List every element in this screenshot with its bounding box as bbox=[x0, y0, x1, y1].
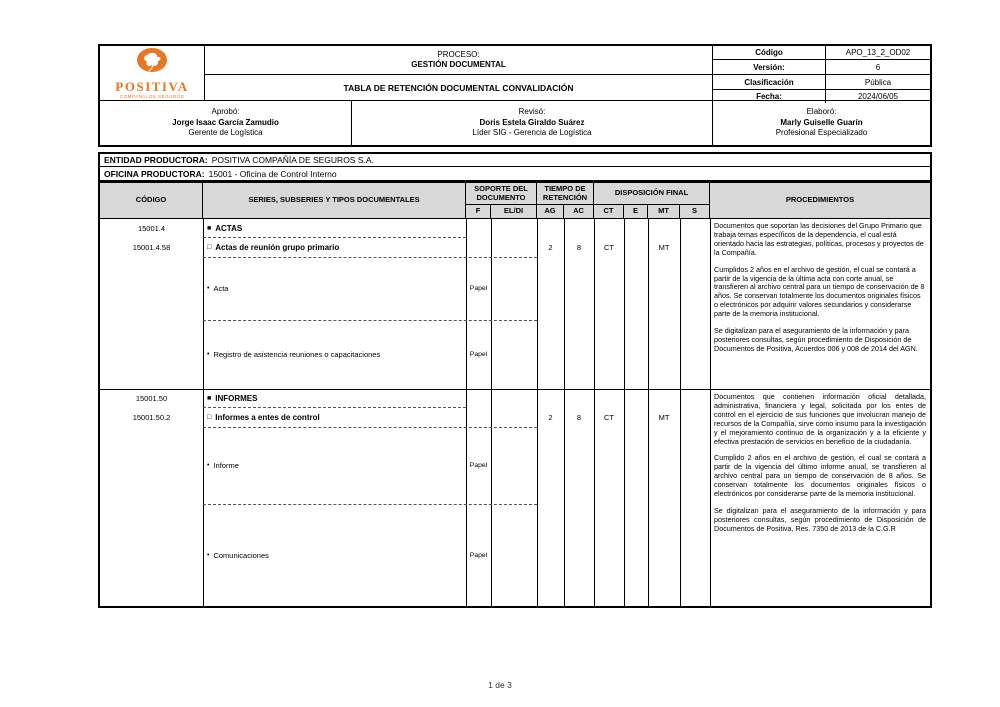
meta-label: Versión: bbox=[713, 60, 826, 74]
entidad-value: POSITIVA COMPAÑÍA DE SEGUROS S.A. bbox=[211, 155, 374, 165]
disposicion-e-value bbox=[624, 407, 648, 427]
proceso-value: GESTIÓN DOCUMENTAL bbox=[411, 60, 506, 69]
procedure-paragraph: Documentos que contienen información oficial detallada, administrativa, financiera y legal, solicitada por los entes de control en el ejercicio de sus funciones que involucran manejo de recursos de la Compañía, sirve como insumo para la investigación y el mejoramiento continuo de la organización y a la eficiente y efectiva prestación de servicios en beneficio de la ciudadanía. bbox=[714, 392, 926, 446]
signature-name: Doris Estela Giraldo Suárez bbox=[479, 117, 585, 127]
retencion-ag-value: 2 bbox=[548, 242, 553, 252]
series-code: 15001.4 bbox=[137, 223, 166, 233]
subseries-name-row bbox=[207, 407, 462, 427]
header-table bbox=[98, 44, 932, 147]
col-header-ag: AG bbox=[537, 205, 564, 218]
proceso-label: PROCESO: bbox=[437, 50, 480, 60]
meta-label: Fecha: bbox=[713, 90, 826, 103]
type-row bbox=[207, 427, 462, 504]
page-number: 1 de 3 bbox=[488, 680, 512, 690]
signature-role: Revisó: bbox=[518, 106, 546, 116]
type-bullet-icon: • bbox=[207, 285, 210, 292]
signature-title: Gerente de Logística bbox=[188, 128, 263, 138]
type-row bbox=[207, 504, 462, 606]
brand-tagline: COMPAÑÍA DE SEGUROS bbox=[119, 94, 185, 99]
procedure-paragraph: Cumplidos 2 años en el archivo de gestión, el cual se contará a partir de la vigencia de la última acta con corte anual, se transfieren al archivo central para un tiempo de conservación de 8 años. Se conservan totalmente los documentos originales físicos o electrónicos por adquirir valores secundarios y considerarse parte de la memoria institucional. bbox=[714, 264, 925, 319]
logo-cell bbox=[100, 46, 205, 101]
disposicion-ct-value: CT bbox=[604, 242, 614, 252]
type-name: Acta bbox=[213, 284, 229, 293]
retention-table bbox=[98, 181, 932, 608]
subseries-name: Actas de reunión grupo primario bbox=[215, 242, 340, 252]
soporte-value: Papel bbox=[469, 551, 488, 559]
type-bullet-icon: • bbox=[207, 462, 210, 469]
disposicion-ct-value: CT bbox=[604, 412, 614, 422]
row-divider-dashed bbox=[203, 407, 466, 408]
meta-value: 6 bbox=[875, 62, 881, 72]
subseries-bullet-icon: □ bbox=[207, 243, 212, 251]
procedure-paragraph: Se digitalizan para el aseguramiento de la información y para posteriores consultas, según procedimiento de Disposición de Documentos de Positiva, Acuerdos 006 y 008 de 2014 del AGN. bbox=[714, 326, 918, 353]
meta-value: APO_13_2_OD02 bbox=[845, 48, 911, 57]
doc-title-cell bbox=[205, 75, 713, 101]
meta-value: 2024/06/05 bbox=[857, 92, 899, 101]
series-section-actas bbox=[100, 219, 930, 390]
series-code: 15001.50 bbox=[135, 394, 168, 403]
subseries-bullet-icon: □ bbox=[207, 413, 212, 421]
type-row bbox=[207, 257, 462, 320]
col-header-f: F bbox=[466, 205, 491, 218]
signature-title: Profesional Especializado bbox=[775, 128, 868, 138]
col-header-series: SERIES, SUBSERIES Y TIPOS DOCUMENTALES bbox=[203, 183, 466, 218]
proceso-cell bbox=[205, 46, 713, 75]
signature-title: Líder SIG - Gerencia de Logística bbox=[472, 128, 592, 138]
meta-label: Clasificación bbox=[713, 75, 826, 89]
col-header-eldi: EL/DI bbox=[491, 205, 537, 218]
table-header bbox=[100, 183, 930, 219]
series-name: INFORMES bbox=[215, 394, 258, 403]
meta-label: Código bbox=[713, 46, 826, 59]
meta-row-version bbox=[713, 60, 930, 75]
meta-row-clasificacion bbox=[713, 75, 930, 90]
procedure-paragraph: Se digitalizan para el aseguramiento de la información y para posteriores consultas, según procedimiento de Disposición de Documentos de Positiva, Res. 7350 de 2013 de la C.G.R bbox=[714, 505, 926, 533]
signature-reviso bbox=[352, 101, 713, 145]
oficina-productora-row bbox=[100, 167, 930, 180]
procedure-paragraph: Cumplido 2 años en el archivo de gestión, el cual se contará a partir de la vigencia del último informe anual, se transfieren al archivo central para un tiempo de conservación de 8 años. Se conservan totalmente los documentos originales físicos o electrónicos por considerarse parte de la memoria institucional. bbox=[714, 453, 926, 499]
type-bullet-icon: • bbox=[207, 351, 210, 358]
col-header-soporte: SOPORTE DEL DOCUMENTO bbox=[466, 183, 537, 205]
signature-name: Marly Guiselle Guarín bbox=[780, 117, 863, 127]
col-header-ac: AC bbox=[564, 205, 594, 218]
soporte-value: Papel bbox=[469, 351, 488, 358]
col-header-tiempo: TIEMPO DE RETENCIÓN bbox=[537, 183, 594, 205]
table-body bbox=[100, 219, 930, 606]
oficina-label: OFICINA PRODUCTORA: bbox=[104, 168, 205, 179]
col-header-mt: MT bbox=[648, 205, 680, 218]
disposicion-e-value bbox=[624, 237, 648, 257]
series-name-row bbox=[207, 219, 462, 237]
retencion-ac-value: 8 bbox=[576, 412, 582, 422]
retencion-ag-value: 2 bbox=[548, 412, 553, 422]
disposicion-s-value bbox=[680, 237, 710, 257]
signature-aprobo bbox=[100, 101, 352, 145]
subseries-code: 15001.4.58 bbox=[132, 242, 171, 252]
procedure-paragraph: Documentos que soportan las decisiones del Grupo Primario que trabaja temas específicos de la dependencia, el cual está orientado hacia las estrategias, políticas, procesos y proyectos de la Compañía. bbox=[714, 221, 924, 257]
type-row bbox=[207, 320, 462, 389]
procedure-cell bbox=[710, 390, 930, 606]
subseries-code: 15001.50.2 bbox=[132, 412, 171, 422]
row-divider-dashed bbox=[203, 237, 466, 238]
col-header-disposicion: DISPOSICIÓN FINAL bbox=[594, 183, 710, 205]
col-header-procedimientos: PROCEDIMIENTOS bbox=[710, 183, 930, 218]
series-name: ACTAS bbox=[215, 223, 243, 233]
meta-row-codigo bbox=[713, 46, 930, 60]
subseries-name: Informes a entes de control bbox=[215, 412, 320, 422]
signature-name: Jorge Isaac García Zamudio bbox=[172, 117, 279, 127]
signature-role: Elaboró: bbox=[806, 106, 837, 116]
entidad-productora-row bbox=[100, 154, 930, 167]
signature-role: Aprobó: bbox=[211, 106, 240, 116]
soporte-value: Papel bbox=[469, 462, 488, 469]
series-bullet-icon: ■ bbox=[207, 224, 212, 232]
series-name-row bbox=[207, 390, 462, 407]
type-name: Informe bbox=[213, 461, 239, 470]
disposicion-s-value bbox=[680, 407, 710, 427]
disposicion-mt-value: MT bbox=[658, 412, 670, 422]
series-bullet-icon: ■ bbox=[207, 395, 212, 402]
subseries-name-row bbox=[207, 237, 462, 257]
type-name: Comunicaciones bbox=[213, 550, 269, 560]
producer-block bbox=[98, 152, 932, 182]
soporte-value: Papel bbox=[469, 285, 488, 292]
procedure-cell bbox=[710, 219, 930, 390]
entidad-label: ENTIDAD PRODUCTORA: bbox=[104, 155, 208, 165]
series-section-informes bbox=[100, 390, 930, 606]
brand-wordmark: POSITIVA bbox=[115, 79, 189, 94]
meta-grid bbox=[713, 46, 930, 101]
doc-title: TABLA DE RETENCIÓN DOCUMENTAL CONVALIDACIÓN bbox=[343, 82, 574, 93]
retencion-ac-value: 8 bbox=[576, 242, 582, 252]
col-header-s: S bbox=[680, 205, 710, 218]
disposicion-mt-value: MT bbox=[658, 242, 670, 252]
signature-elaboro bbox=[713, 101, 930, 145]
meta-value: Pública bbox=[864, 77, 892, 87]
positiva-logo-icon bbox=[131, 47, 173, 78]
type-bullet-icon: • bbox=[207, 551, 210, 559]
col-header-codigo: CÓDIGO bbox=[100, 183, 203, 218]
col-header-ct: CT bbox=[594, 205, 624, 218]
type-name: Registro de asistencia reuniones o capacitaciones bbox=[213, 350, 381, 359]
oficina-value: 15001 - Oficina de Control Interno bbox=[208, 168, 337, 179]
col-header-e: E bbox=[624, 205, 648, 218]
